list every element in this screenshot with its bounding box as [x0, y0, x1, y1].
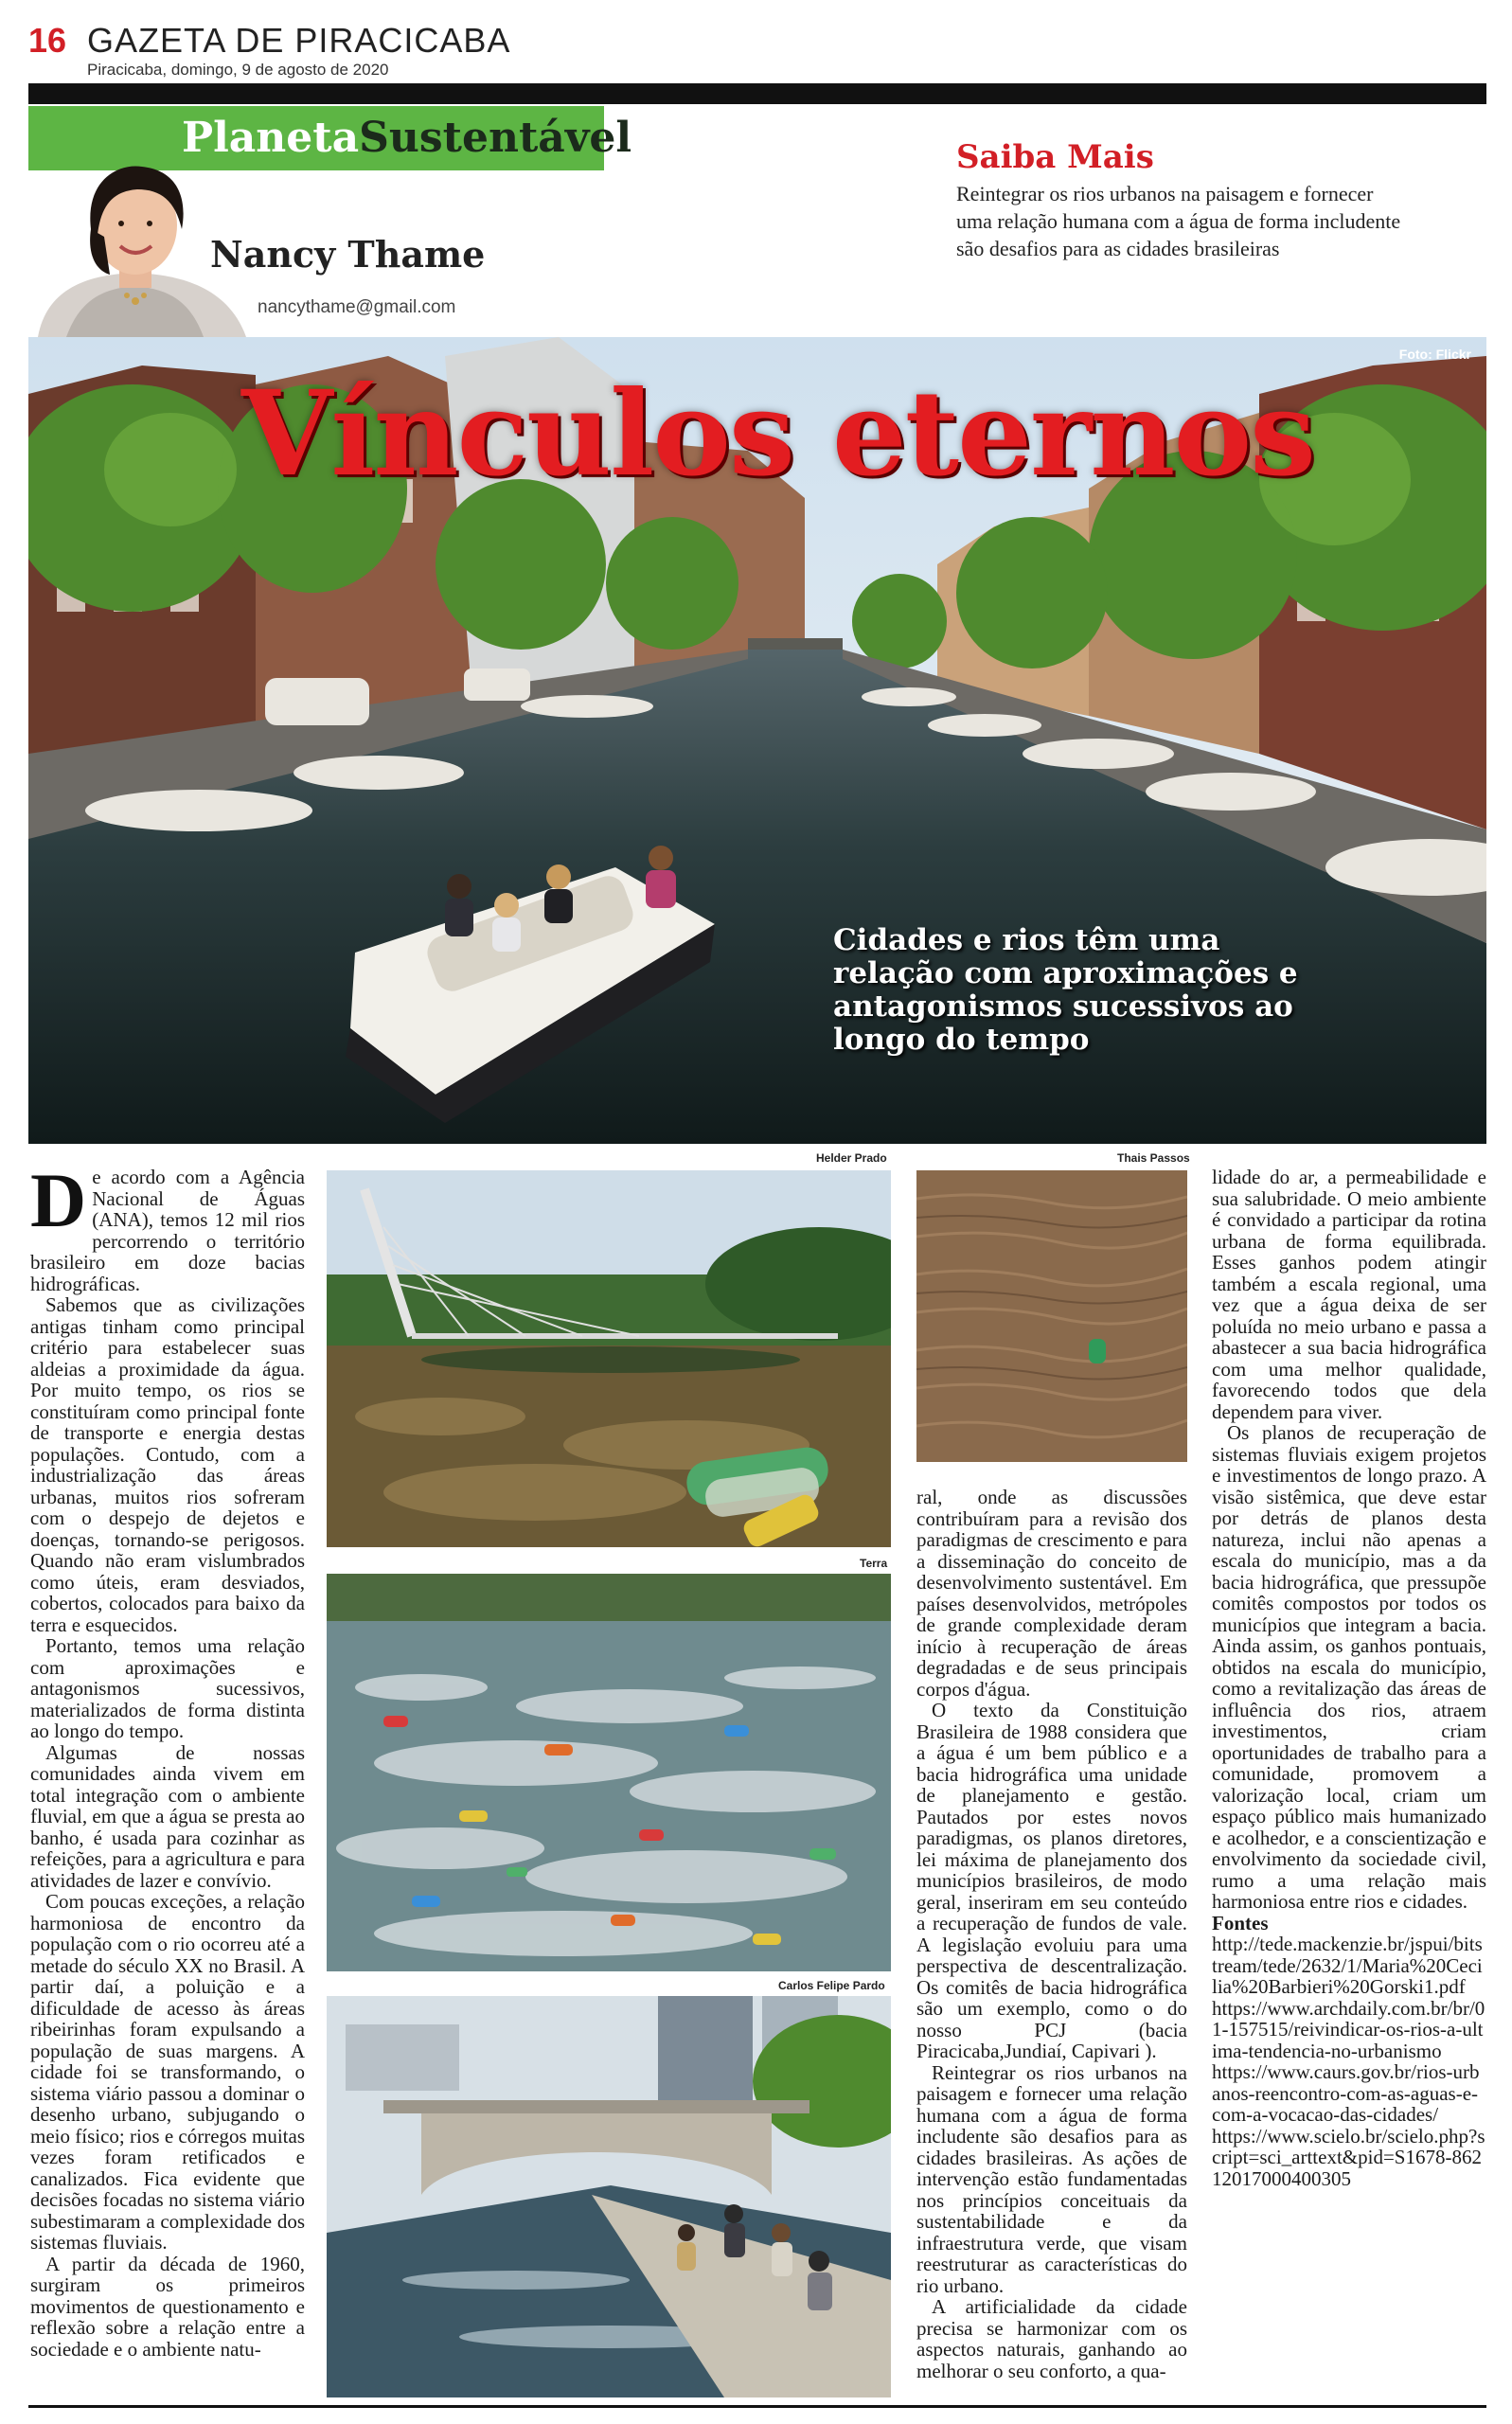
masthead [28, 19, 1486, 79]
article-paragraph: lidade do ar, a permeabilidade e sua salubridade. O meio ambiente é convidado a participar da rotina urbana de forma equilibrada. Esses ganhos podem atingir também a escala regional, uma vez que a água deixa de ser poluída no meio urbano e passa a abastecer a sua bacia hidrográfica com uma melhor qualidade, favorecendo todos que dela dependem para viver. [1212, 1166, 1486, 1423]
article-paragraph: Reintegrar os rios urbanos na paisagem e fornecer uma relação humana com a água de forma includente são desafios para as cidades brasileiras. As ações de intervenção estão fundamentadas nos princípios conceituais da sustentabilidade e da infraestrutura verde, que visam reestruturar as características do rio urbano. [916, 2060, 1187, 2297]
photo-credit: Carlos Felipe Pardo [778, 1979, 885, 1992]
section-name-part1: Planeta [182, 114, 360, 162]
edition-date: Piracicaba, domingo, 9 de agosto de 2020 [87, 61, 389, 79]
article-paragraph: Portanto, temos uma relação com aproximações e antagonismos sucessivos, materializados de forma distinta ao longo do tempo. [30, 1634, 305, 1742]
article-paragraph: Os planos de recuperação de sistemas fluviais exigem projetos e investimentos de longo prazo. A visão sistêmica, que deve estar por detrás de planos desta natureza, inclui não apenas a escala do município, mas a da bacia hidrográfica, que pressupõe comitês compostos por todos os municípios que integram a bacia. Ainda assim, os ganhos pontuais, obtidos na escala do município, como a revitalização das áreas de influência dos rios, atraem investimentos, criam oportunidades de trabalho para a comunidade, promovem a valorização local, criam um espaço público mais humanizado e acolhedor, e a conscientização e envolvimento da sociedade civil, rumo a uma relação mais harmoniosa entre rios e cidades. [1212, 1421, 1486, 1913]
article-paragraph: A partir da década de 1960, surgiram os primeiros movimentos de questionamento e reflexão sobre a relação entre a sociedade e o ambiente natu- [30, 2252, 305, 2361]
article-paragraph: Com poucas exceções, a relação harmoniosa de encontro da população com o rio ocorreu até a metade do século XX no Brasil. A partir daí, a poluição e a dificuldade de acesso às áreas ribeirinhas foram expulsando a população de suas margens. A cidade foi se transformando, o sistema viário passou a dominar o desenho urbano, subjugando o meio físico; rios e córregos muitas vezes foram retificados e canalizados. Fica evidente que decisões focadas no sistema viário subestimaram a complexidade dos sistemas fluviais. [30, 1890, 305, 2254]
sources-heading: Fontes [1212, 1911, 1269, 1934]
photo-credit: Helder Prado [816, 1151, 887, 1165]
drop-cap: D [30, 1157, 87, 1243]
article-column-3 [916, 1487, 1187, 2396]
article-column-1 [30, 1157, 305, 2388]
page-number: 16 [28, 21, 67, 60]
columnist-email[interactable]: nancythame@gmail.com [258, 297, 456, 317]
hero-photo-credit: Foto: Flickr [1398, 347, 1471, 362]
photo-credit: Thais Passos [1117, 1151, 1190, 1165]
masthead-rule [28, 83, 1486, 104]
source-link[interactable]: https://www.scielo.br/scielo.php?script=sci_arttext&pid=S1678-86212017000400305 [1212, 2124, 1485, 2190]
article-paragraph: ral, onde as discussões contribuíram para a revisão dos paradigmas de crescimento e para a disseminação do conceito de desenvolvimento sustentável. Em países desenvolvidos, metrópoles de grande complexidade deram início à recuperação de áreas degradadas e de seus principais corpos d'água. [916, 1486, 1187, 1701]
newspaper-name: GAZETA DE PIRACICABA [87, 21, 511, 60]
bottle-in-water-photo [916, 1170, 1187, 1462]
photo-credit: Terra [860, 1557, 888, 1570]
section-name-part2: Sustentável [359, 114, 632, 162]
subheadline: Cidades e rios têm uma relação com aproximações e antagonismos sucessivos ao longo do tempo [833, 923, 1298, 1057]
headline: Vínculos eternos [241, 365, 1314, 503]
article-paragraph: De acordo com a Agência Nacional de Águas (ANA), temos 12 mil rios percorrendo o território brasileiro em doze bacias hidrográficas. [30, 1157, 305, 1295]
bridge-polluted-river-photo [327, 1170, 891, 1547]
footer-rule [28, 2405, 1486, 2408]
article-column-4 [1212, 1167, 1486, 2397]
article-paragraph: Algumas de nossas comunidades ainda vivem em total integração com o ambiente fluvial, em que a água se presta ao banho, é usada para cozinhar as refeições, para a agricultura e para atividades de lazer e convívio. [30, 1740, 305, 1892]
article-paragraph: Sabemos que as civilizações antigas tinham como principal critério para estabelecer suas aldeias a proximidade da água. Por muito tempo, os rios se constituíram como principal fonte de transporte e energia destas populações. Contudo, com a industrialização das áreas urbanas, muitos rios sofreram com o despejo de dejetos e doenças, tornando-se perigosos. Quando não eram vislumbrados como úteis, eram desviados, cobertos, colocados para baixo da terra e esquecidos. [30, 1293, 305, 1636]
garbage-river-photo [327, 1574, 891, 1971]
source-link[interactable]: http://tede.mackenzie.br/jspui/bitstream/tede/2632/1/Maria%20Cecilia%20Barbieri%20Gorski1.pdf [1212, 1933, 1483, 1998]
hero-image [28, 337, 1486, 1144]
columnist-name: Nancy Thame [210, 233, 486, 276]
source-link[interactable]: https://www.archdaily.com.br/br/01-157515/reivindicar-os-rios-a-ultima-tendencia-no-urbanismo [1212, 1996, 1485, 2062]
article-paragraph: O texto da Constituição Brasileira de 1988 considera que a água é um bem público e a bacia hidrográfica uma unidade de planejamento e gestão. Pautados por estes novos paradigmas, os planos diretores, lei máxima de planejamento dos municípios brasileiros, de modo geral, inseriram em seu conteúdo a recuperação de fundos de vale. A legislação evoluiu para uma perspectiva de descentralização. Os comitês de bacia hidrográfica são um exemplo, como o do nosso PCJ (bacia Piracicaba,Jundiaí, Capivari ). [916, 1699, 1187, 2062]
saiba-mais-text: Reintegrar os rios urbanos na paisagem e fornecer uma relação humana com a água de forma includente são desafios para as cidades brasileiras [956, 182, 1401, 260]
urban-stream-photo [327, 1996, 891, 2397]
saiba-mais-title: Saiba Mais [956, 138, 1154, 176]
article-paragraph: A artificialidade da cidade precisa se harmonizar com os aspectos naturais, ganhando ao melhorar o seu conforto, a qua- [916, 2295, 1187, 2382]
source-link[interactable]: https://www.caurs.gov.br/rios-urbanos-reencontro-com-as-aguas-e-com-a-vocacao-das-cidades/ [1212, 2060, 1480, 2126]
